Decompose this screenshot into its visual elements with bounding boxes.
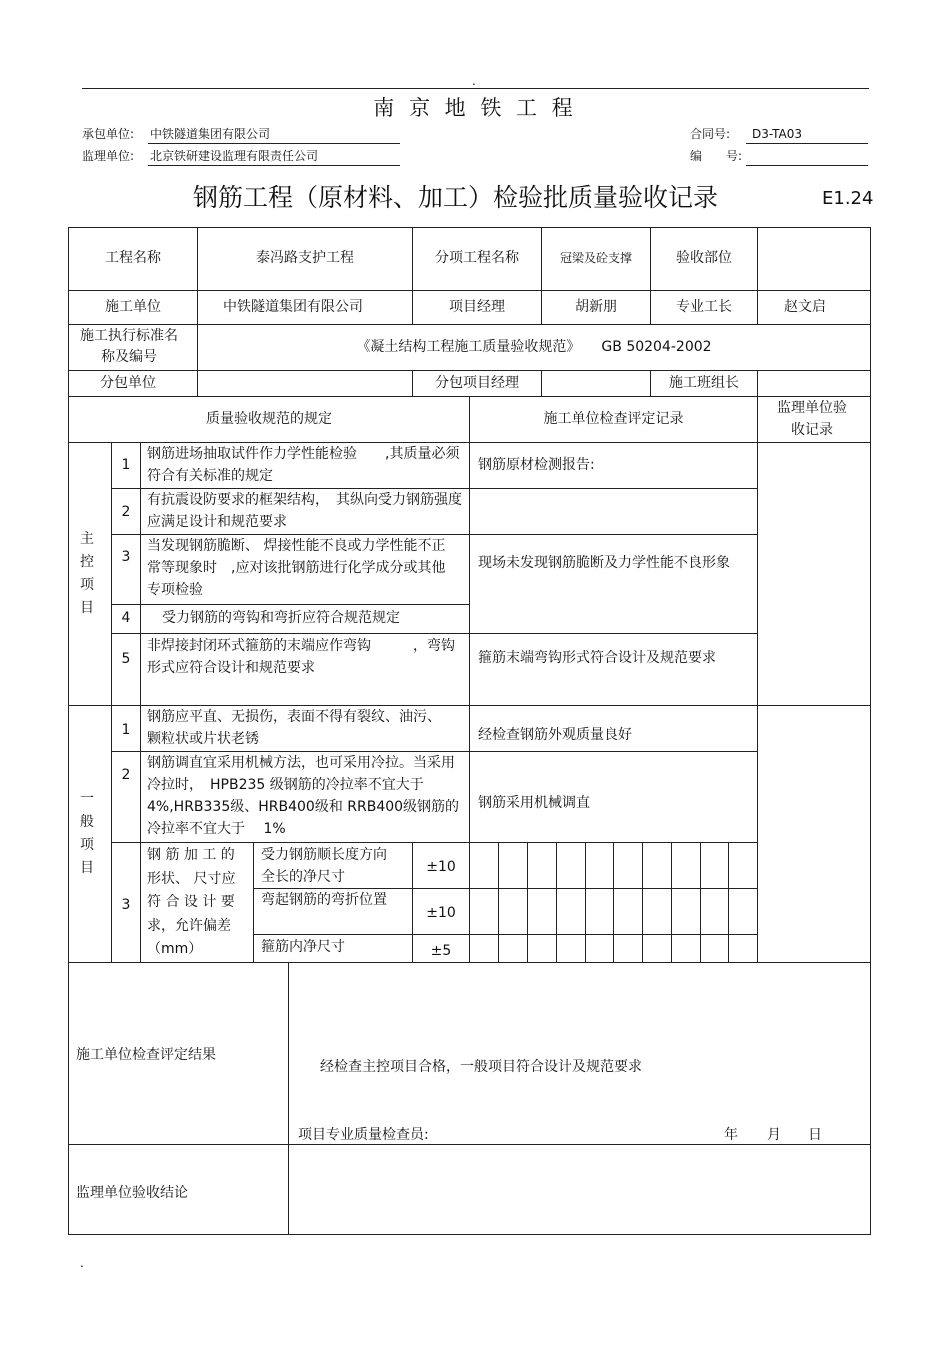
general-item-3-no: 3 [121,897,131,913]
result-text: 经检查主控项目合格，一般项目符合设计及规范要求 [320,1059,642,1075]
supervision-conclusion-label: 监理单位验收结论 [76,1185,188,1201]
serial-label: 编 号: [690,149,743,163]
header-rule [82,88,869,89]
project-manager-label: 项目经理 [449,299,505,315]
supervision-record-header: 监理单位验收记录 [777,400,847,438]
foreman-label: 专业工长 [676,299,732,315]
doc-title: 钢筋工程（原材料、加工）检验批质量验收记录 [193,183,719,212]
standard-value: 《凝土结构工程施工质量验收规范》 GB 50204-2002 [356,339,712,355]
subitem-3-tol: ±5 [430,943,452,959]
project-manager-value: 胡新朋 [575,299,617,315]
acceptance-part-label: 验收部位 [676,250,732,266]
check-record-header: 施工单位检查评定记录 [543,411,684,427]
general-item-2-no: 2 [121,767,131,783]
main-item-1-no: 1 [121,457,131,473]
main-item-3-text: 当发现钢筋脆断、 焊接性能不良或力学性能不正常等现象时 ,应对该批钢筋进行化学成分或其他专项检验 [147,538,446,598]
project-name-label: 工程名称 [105,250,161,266]
subitem-1-text: 受力钢筋顺长度方向全长的净尺寸 [261,847,387,885]
main-control-label: 主控项目 [80,531,94,616]
subitem-2-text: 弯起钢筋的弯折位置 [261,892,387,908]
main-item-5-record: 箍筋末端弯钩形式符合设计及规范要求 [478,650,716,666]
date-year: 年 [724,1127,738,1143]
general-item-3-text: 钢 筋 加 工 的形状、 尺寸应符 合 设 计 要求，允许偏差（mm） [147,847,236,957]
spec-header: 质量验收规范的规定 [206,411,332,427]
page-title: 南 京 地 铁 工 程 [373,96,577,120]
project-name-value: 泰冯路支护工程 [256,250,354,266]
serial-underline [746,165,868,166]
main-item-1-record: 钢筋原材检测报告: [478,457,595,473]
main-item-3-record: 现场未发现钢筋脆断及力学性能不良形象 [478,555,730,571]
contract-no-underline [746,143,868,144]
general-item-2-text: 钢筋调直宜采用机械方法，也可采用冷拉。当采用冷拉时， HPB235 级钢筋的冷拉率不宜大于 4%,HRB335级、HRB400级和 RRB400级钢筋的冷拉率不宜大于 1% [147,755,460,837]
main-item-1-text: 钢筋进场抽取试件作力学性能检验 ,其质量必须符合有关标准的规定 [147,446,460,484]
date-month: 月 [767,1127,781,1143]
main-item-4-text: 受力钢筋的弯钩和弯折应符合规范规定 [162,610,400,626]
subcontractor-label: 分包单位 [100,375,156,391]
doc-code: E1.24 [822,188,874,209]
subitem-1-tol: ±10 [426,859,456,875]
bottom-dot: . [80,1256,84,1270]
sub-project-value: 冠梁及砼支撑 [559,251,632,265]
subitem-3-text: 箍筋内净尺寸 [261,939,345,955]
foreman-value: 赵文启 [784,299,826,315]
main-item-4-no: 4 [121,610,131,626]
contract-no-value: D3-TA03 [752,127,802,141]
general-label: 一般项目 [80,791,94,876]
main-item-2-text: 有抗震设防要求的框架结构， 其纵向受力钢筋强度应满足设计和规范要求 [147,492,462,530]
supervisor-value: 北京铁研建设监理有限责任公司 [150,149,319,163]
main-item-3-no: 3 [121,549,131,565]
contractor-label: 承包单位: [82,127,135,141]
construction-unit-value: 中铁隧道集团有限公司 [223,299,363,315]
team-leader-label: 施工班组长 [669,375,739,391]
date-day: 日 [808,1127,822,1143]
supervisor-label: 监理单位: [82,149,135,163]
result-label: 施工单位检查评定结果 [76,1047,216,1063]
top-dot: . [472,74,476,88]
contractor-underline [148,143,400,144]
construction-unit-label: 施工单位 [105,299,161,315]
contractor-value: 中铁隧道集团有限公司 [150,127,271,141]
supervisor-underline [148,165,400,166]
main-item-5-no: 5 [121,651,131,667]
subitem-2-tol: ±10 [426,905,456,921]
contract-no-label: 合同号: [690,127,731,141]
sub-manager-label: 分包项目经理 [435,375,519,391]
main-item-2-no: 2 [121,504,131,520]
general-item-1-no: 1 [121,722,131,738]
general-item-1-record: 经检查钢筋外观质量良好 [478,727,632,743]
main-item-5-text: 非焊接封闭环式箍筋的末端应作弯钩 ，弯钩形式应符合设计和规范要求 [147,638,455,676]
standard-label: 施工执行标准名称及编号 [80,328,178,365]
sub-project-label: 分项工程名称 [435,250,519,266]
general-item-1-text: 钢筋应平直、无损伤，表面不得有裂纹、油污、颗粒状或片状老锈 [147,709,441,747]
inspector-label: 项目专业质量检查员: [298,1127,429,1143]
general-item-2-record: 钢筋采用机械调直 [478,795,590,811]
